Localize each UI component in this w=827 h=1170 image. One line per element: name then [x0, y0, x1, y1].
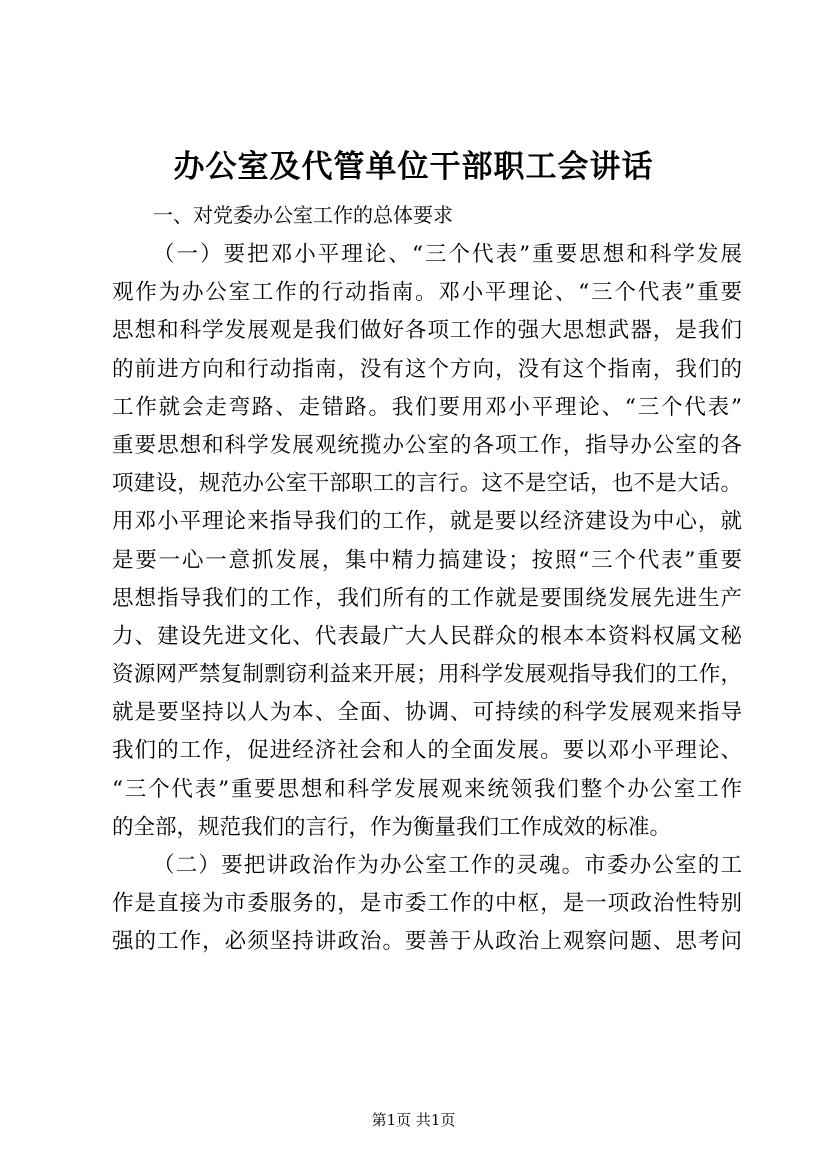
text-line: 我们的工作，促进经济社会和人的全面发展。要以邓小平理论、	[112, 738, 742, 764]
text-line: （一）要把邓小平理论、“三个代表”重要思想和科学发展	[153, 242, 742, 267]
text-line: 的全部，规范我们的言行，作为衡量我们工作成效的标准。	[112, 814, 672, 840]
section-heading: 一、对党委办公室工作的总体要求	[153, 203, 453, 227]
text-line: 就是要坚持以人为本、全面、协调、可持续的科学发展观来指导	[112, 700, 742, 726]
text-line: 力、建设先进文化、代表最广大人民群众的根本本资料权属文秘	[112, 623, 742, 649]
text-line: 项建设，规范办公室干部职工的言行。这不是空话，也不是大话。	[112, 471, 742, 497]
text-line: 是要一心一意抓发展，集中精力搞建设；按照“三个代表”重要	[112, 547, 742, 573]
text-line: 重要思想和科学发展观统揽办公室的各项工作，指导办公室的各	[112, 432, 742, 458]
body-text	[112, 236, 752, 962]
text-line: 的前进方向和行动指南，没有这个方向，没有这个指南，我们的	[112, 356, 742, 382]
text-line: 资源网严禁复制剽窃利益来开展；用科学发展观指导我们的工作，	[112, 662, 742, 688]
text-line: 思想指导我们的工作，我们所有的工作就是要围绕发展先进生产	[112, 585, 742, 611]
document-title: 办公室及代管单位干部职工会讲话	[173, 149, 654, 185]
page-footer: 第1页 共1页	[371, 1111, 456, 1129]
text-line: 工作就会走弯路、走错路。我们要用邓小平理论、“三个代表”	[112, 394, 742, 420]
text-line: 观作为办公室工作的行动指南。邓小平理论、“三个代表”重要	[112, 280, 742, 306]
text-line: （二）要把讲政治作为办公室工作的灵魂。市委办公室的工	[153, 853, 742, 878]
text-line: 强的工作，必须坚持讲政治。要善于从政治上观察问题、思考问	[112, 929, 742, 955]
text-line: 作是直接为市委服务的，是市委工作的中枢，是一项政治性特别	[112, 891, 742, 917]
text-line: 用邓小平理论来指导我们的工作，就是要以经济建设为中心，就	[112, 509, 742, 535]
text-line: “三个代表”重要思想和科学发展观来统领我们整个办公室工作	[112, 776, 742, 802]
text-line: 思想和科学发展观是我们做好各项工作的强大思想武器，是我们	[112, 318, 742, 344]
